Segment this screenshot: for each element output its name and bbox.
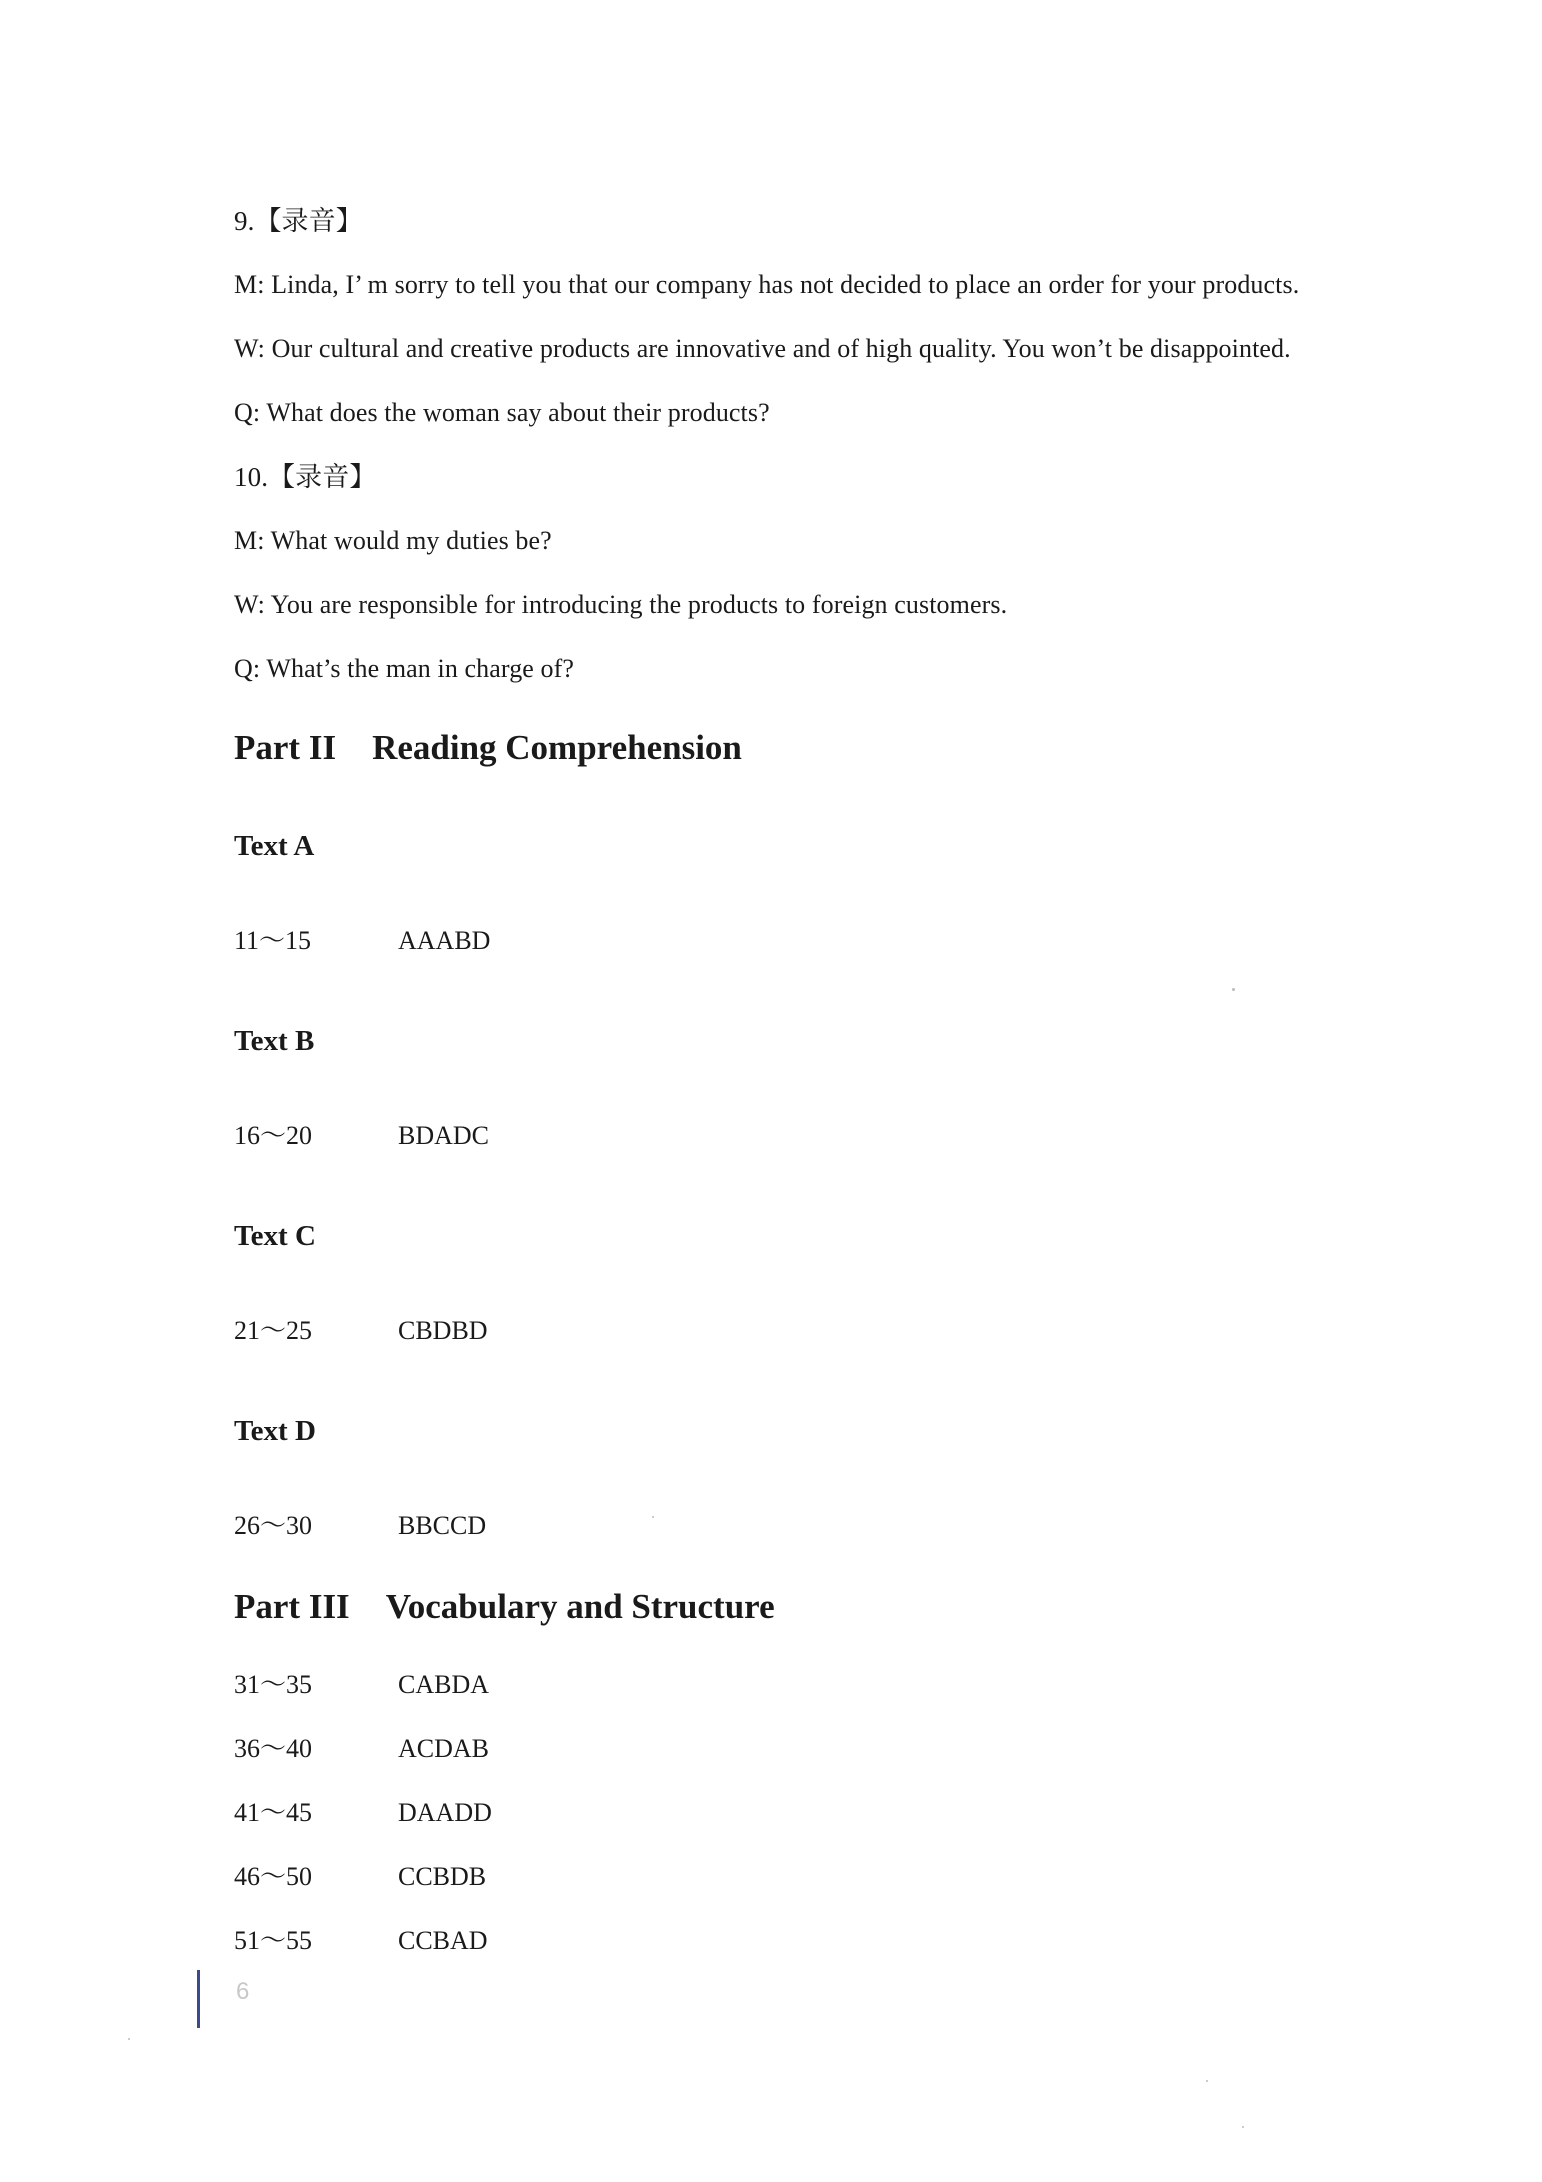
answer-range: 31～35 bbox=[234, 1670, 313, 1699]
question-9-woman-line: W: Our cultural and creative products are innovative and of high quality. You won’t be disappointed. bbox=[234, 334, 1291, 363]
text-c-answer-row bbox=[234, 1314, 488, 1348]
answer-range: 46～50 bbox=[234, 1862, 313, 1891]
text-b-heading: Text B bbox=[234, 1025, 315, 1057]
part-2-heading bbox=[234, 727, 742, 769]
part-3-label: Part III bbox=[234, 1587, 350, 1626]
answer-range: 41～45 bbox=[234, 1798, 313, 1827]
question-10-man-line: M: What would my duties be? bbox=[234, 526, 552, 555]
text-a-answer-row bbox=[234, 924, 490, 958]
answer-range: 36～40 bbox=[234, 1734, 313, 1763]
part-3-answer-row bbox=[234, 1924, 488, 1958]
answer-key: CABDA bbox=[398, 1670, 490, 1699]
part-3-answer-row bbox=[234, 1796, 492, 1830]
answer-key: AAABD bbox=[398, 926, 491, 955]
answer-key: CCBDB bbox=[398, 1862, 487, 1891]
part-3-heading bbox=[234, 1586, 775, 1628]
answer-key: ACDAB bbox=[398, 1734, 490, 1763]
question-9-heading: 9.【录音】 bbox=[234, 206, 363, 236]
question-10-question-line: Q: What’s the man in charge of? bbox=[234, 654, 575, 683]
scan-speck bbox=[128, 2038, 130, 2040]
answer-range: 16～20 bbox=[234, 1121, 313, 1150]
question-10-heading: 10.【录音】 bbox=[234, 462, 377, 492]
answer-range: 26～30 bbox=[234, 1511, 313, 1540]
answer-key: CCBAD bbox=[398, 1926, 488, 1955]
part-3-title: Vocabulary and Structure bbox=[385, 1587, 775, 1626]
text-c-heading: Text C bbox=[234, 1220, 316, 1252]
scan-speck bbox=[1232, 988, 1235, 991]
page-number: 6 bbox=[236, 1978, 250, 2005]
question-10-woman-line: W: You are responsible for introducing the products to foreign customers. bbox=[234, 590, 1008, 619]
part-3-answer-row bbox=[234, 1860, 486, 1894]
scan-speck bbox=[1206, 2080, 1208, 2082]
part-3-answer-row bbox=[234, 1668, 489, 1702]
answer-key: CBDBD bbox=[398, 1316, 488, 1345]
question-9-question-line: Q: What does the woman say about their products? bbox=[234, 398, 770, 427]
question-9-man-line: M: Linda, I’ m sorry to tell you that our company has not decided to place an order for your products. bbox=[234, 270, 1300, 299]
text-b-answer-row bbox=[234, 1119, 489, 1153]
answer-range: 11～15 bbox=[234, 926, 312, 955]
scan-speck bbox=[652, 1516, 654, 1518]
part-2-title: Reading Comprehension bbox=[372, 728, 742, 767]
part-3-answer-row bbox=[234, 1732, 489, 1766]
text-d-heading: Text D bbox=[234, 1415, 316, 1447]
part-2-label: Part II bbox=[234, 728, 337, 767]
answer-key: BBCCD bbox=[398, 1511, 487, 1540]
scan-speck bbox=[1242, 2126, 1244, 2128]
text-a-heading: Text A bbox=[234, 830, 315, 862]
answer-range: 21～25 bbox=[234, 1316, 313, 1345]
answer-range: 51～55 bbox=[234, 1926, 313, 1955]
margin-bar bbox=[197, 1970, 200, 2028]
answer-key: DAADD bbox=[398, 1798, 492, 1827]
text-d-answer-row bbox=[234, 1509, 486, 1543]
answer-key: BDADC bbox=[398, 1121, 490, 1150]
